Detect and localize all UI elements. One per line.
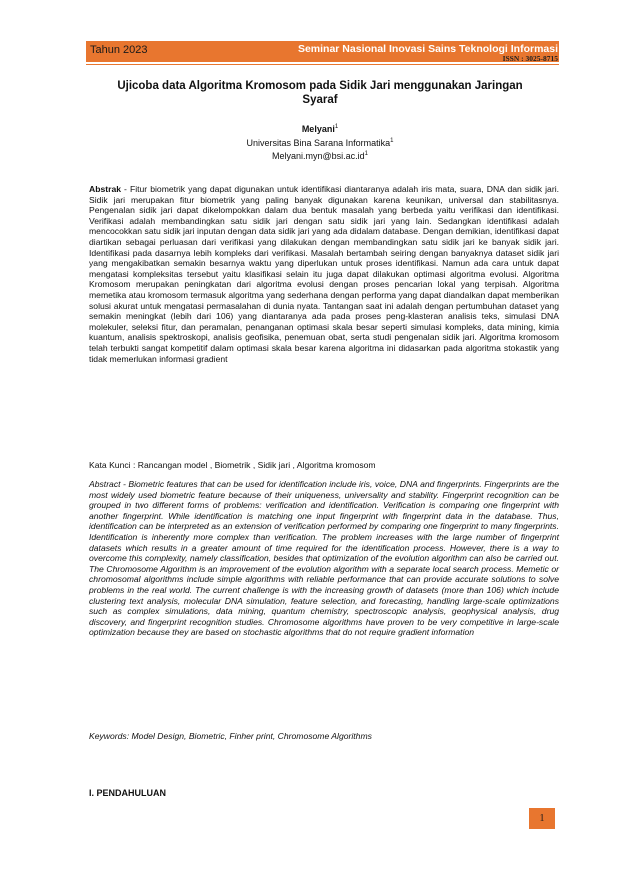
keywords-english [89, 731, 559, 742]
abstract-en-label: Abstract [89, 479, 121, 489]
keywords-id-label: Kata Kunci [89, 460, 131, 470]
abstract-indonesian [89, 184, 559, 364]
affiliation-sup: 1 [390, 137, 394, 144]
author-sup: 1 [334, 124, 339, 130]
page-number: 1 [529, 808, 555, 829]
header-year: Tahun 2023 [90, 44, 148, 56]
email-text: Melyani.myn@bsi.ac.id [271, 151, 365, 161]
header-divider [86, 64, 559, 65]
author-name-text: Melyani [301, 124, 335, 134]
header-issn: ISSN : 3025-8715 [502, 54, 558, 63]
keywords-indonesian [89, 460, 559, 471]
paper-title: Ujicoba data Algoritma Kromosom pada Sidik Jari menggunakan Jaringan Syaraf [117, 80, 523, 106]
keywords-en-text: : Model Design, Biometric, Finher print, Chromosome Algorithms [126, 731, 372, 741]
abstract-english [89, 479, 559, 638]
author-affiliation [110, 136, 530, 150]
affiliation-text: Universitas Bina Sarana Informatika [246, 137, 391, 148]
abstract-en-text: - Biometric features that can be used for identification include iris, voice, DNA and fingerprints. Fingerprints are the most widely used biometric feature because of their uniqueness, universality and stability. Fingerprint recognition can be grouped in two different forms of problems: verification and identification. Verification is comparing one fingerprint with another fingerprint. While identification is matching one input fingerprint with fingerprint data in the database. Thus, identification can be interpreted as an extension of verification performed by comparing one fingerprint to many fingerprints. Identification is inherently more complex than verification. The problem increases with the large number of fingerprint datasets which results in a greater amount of time required for the identification process. However, there is a way to overcome this complexity, namely classification, besides that optimization of the evolution algorithm can also be carried out. The Chromosome Algorithm is an improvement of the evolution algorithm with a separate local search process. Memetic or chromosomal algorithms include simple algorithms with reliable performance that can provide accurate solutions to solve problems in the real world. The current challenge is with the increasing growth of datasets (more than 106) which include clustering text analysis, molecular DNA simulation, feature selection, and forecasting, handling large-scale optimizations such as complex simulations, data mining, quantum chemistry, spectroscopic analysis, geophysical analysis, drug discovery, and fingerprint recognition studies. Chromosome algorithms have proven to be very competitive in large-scale optimization because they are based on stochastic algorithms that do not require gradient information [89, 479, 559, 638]
email-sup: 1 [364, 151, 368, 157]
abstract-id-label: Abstrak [89, 184, 121, 194]
abstract-id-text: - Fitur biometrik yang dapat digunakan untuk identifikasi diantaranya adalah iris mata, suara, DNA dan sidik jari. Sidik jari merupakan fitur biometrik yang paling banyak digunakan karena keunikan, universal dan stabilitasnya. Pengenalan sidik jari dapat dikelompokkan dalam dua bentuk masalah yang berbeda yaitu verifikasi dan identifikasi. Verifikasi adalah membandingkan satu sidik jari dengan satu sidik jari yang lain. Sedangkan identifikasi adalah mencocokkan satu sidik jari inputan dengan data sidik jari yang ada didalam database. Dengan demikian, identifikasi dapat diartikan sebagai perluasan dari verifikasi yang dilakukan dengan membandingkan satu sidik jari ke banyak sidik jari. Identifikasi pada dasarnya lebih kompleks dari verifikasi. Masalah bertambah seiring dengan banyaknya dataset sidik jari yang mengakibatkan semakin besarnya waktu yang diperlukan untuk proses identifikasi. Namun ada cara untuk dapat mengatasi kompleksitas tersebut yaitu klasifikasi selain itu juga dapat dilakukan optimasi algoritma evolusi. Algoritma Kromosom merupakan peningkatan dari algoritma evolusi dengan proses pencarian lokal yang terpisah. Algoritma memetika atau kromosom termasuk algoritma yang sederhana dengan performa yang dapat diandalkan dapat memberikan solusi akurat untuk mengatasi permasalahan di dunia nyata. Tantangan saat ini adalah dengan pertumbuhan dataset yang semakin meningkat (lebih dari 106) yang diantaranya ada pada proses peng-klasteran analisis teks, simulasi DNA molekuler, seleksi fitur, dan peramalan, penanganan optimasi skala besar seperti simulasi kompleks, data mining, kimia kuantum, analisis spektroskopi, analisis geofisika, penemuan obat, serta studi pengenalan sidik jari. Algoritma kromosom telah terbukti sangat kompetitif dalam optimasi skala besar karena algoritma ini didasarkan pada algoritma stokastik yang tidak memerlukan informasi gradient [89, 184, 559, 364]
keywords-id-text: : Rancangan model , Biometrik , Sidik jari , Algoritma kromosom [130, 460, 376, 470]
header-seminar-title: Seminar Nasional Inovasi Sains Teknologi Informasi [297, 43, 558, 55]
author-block [110, 122, 530, 163]
author-email [110, 149, 530, 163]
author-name [110, 122, 530, 136]
keywords-en-label: Keywords [89, 731, 127, 741]
section-heading: I. PENDAHULUAN [89, 788, 167, 798]
